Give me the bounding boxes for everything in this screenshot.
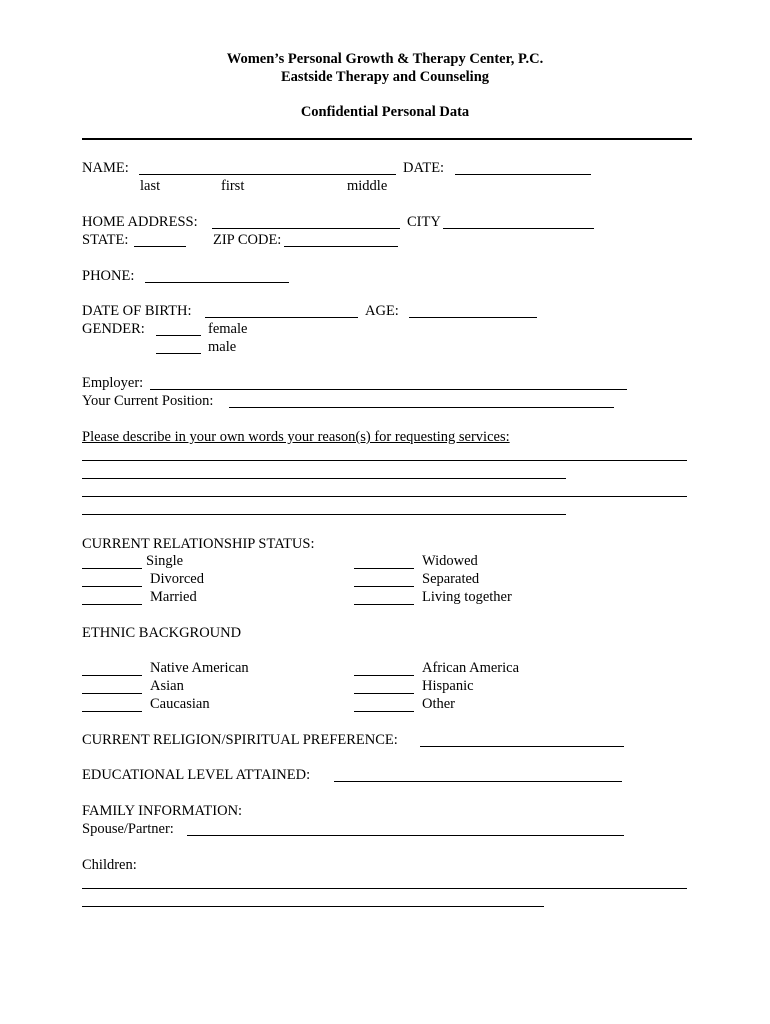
religion-label: CURRENT RELIGION/SPIRITUAL PREFERENCE: [82, 732, 398, 748]
age-label: AGE: [365, 303, 399, 319]
ethnic-african-america-label: African America [422, 660, 520, 676]
reason-line-1[interactable] [82, 460, 687, 461]
reason-line-2[interactable] [82, 478, 566, 479]
spouse-field[interactable] [187, 835, 624, 836]
education-field[interactable] [334, 781, 622, 782]
relationship-widowed-label: Widowed [422, 553, 478, 569]
gender-female-field[interactable] [156, 335, 201, 336]
ethnic-other-label: Other [422, 696, 456, 712]
home-address-field[interactable] [212, 228, 400, 229]
reason-line-3[interactable] [82, 496, 687, 497]
name-sub-last: last [140, 178, 161, 194]
relationship-single-field[interactable] [82, 568, 142, 569]
zip-code-label: ZIP CODE: [213, 232, 282, 248]
relationship-separated-label: Separated [422, 571, 480, 587]
current-position-label: Your Current Position: [82, 393, 214, 409]
relationship-widowed-field[interactable] [354, 568, 414, 569]
date-field[interactable] [455, 174, 591, 175]
header-divider [82, 138, 692, 140]
relationship-married-field[interactable] [82, 604, 142, 605]
relationship-separated-field[interactable] [354, 586, 414, 587]
children-label: Children: [82, 857, 137, 873]
relationship-married-label: Married [150, 589, 197, 605]
name-sub-middle: middle [347, 178, 388, 194]
org-name-line2: Eastside Therapy and Counseling [280, 69, 490, 85]
state-label: STATE: [82, 232, 129, 248]
relationship-living-together-field[interactable] [354, 604, 414, 605]
gender-male-field[interactable] [156, 353, 201, 354]
ethnic-caucasian-field[interactable] [82, 711, 142, 712]
name-sub-first: first [221, 178, 245, 194]
relationship-divorced-field[interactable] [82, 586, 142, 587]
gender-label: GENDER: [82, 321, 145, 337]
education-label: EDUCATIONAL LEVEL ATTAINED: [82, 767, 311, 783]
ethnic-other-field[interactable] [354, 711, 414, 712]
relationship-living-together-label: Living together [422, 589, 512, 605]
relationship-single-label: Single [146, 553, 184, 569]
org-name-line1: Women’s Personal Growth & Therapy Center, P.C. [226, 51, 544, 67]
ethnic-caucasian-label: Caucasian [150, 696, 210, 712]
zip-code-field[interactable] [284, 246, 398, 247]
ethnic-african-america-field[interactable] [354, 675, 414, 676]
gender-male-label: male [208, 339, 237, 355]
current-position-field[interactable] [229, 407, 614, 408]
ethnic-native-american-label: Native American [150, 660, 249, 676]
ethnic-hispanic-field[interactable] [354, 693, 414, 694]
reason-line-4[interactable] [82, 514, 566, 515]
city-field[interactable] [443, 228, 594, 229]
relationship-heading: CURRENT RELATIONSHIP STATUS: [82, 536, 315, 552]
gender-female-label: female [208, 321, 248, 337]
ethnic-native-american-field[interactable] [82, 675, 142, 676]
children-line-1[interactable] [82, 888, 687, 889]
dob-label: DATE OF BIRTH: [82, 303, 192, 319]
date-label: DATE: [403, 160, 445, 176]
name-label: NAME: [82, 160, 129, 176]
reason-prompt: Please describe in your own words your reason(s) for requesting services: [82, 429, 510, 445]
ethnic-heading: ETHNIC BACKGROUND [82, 625, 242, 641]
employer-label: Employer: [82, 375, 144, 391]
family-heading: FAMILY INFORMATION: [82, 803, 243, 819]
spouse-label: Spouse/Partner: [82, 821, 174, 837]
age-field[interactable] [409, 317, 537, 318]
name-field[interactable] [139, 174, 396, 175]
relationship-divorced-label: Divorced [150, 571, 204, 587]
ethnic-asian-field[interactable] [82, 693, 142, 694]
employer-field[interactable] [150, 389, 627, 390]
form-title: Confidential Personal Data [300, 104, 470, 120]
religion-field[interactable] [420, 746, 624, 747]
ethnic-hispanic-label: Hispanic [422, 678, 474, 694]
ethnic-asian-label: Asian [150, 678, 184, 694]
state-field[interactable] [134, 246, 186, 247]
children-line-2[interactable] [82, 906, 544, 907]
phone-label: PHONE: [82, 268, 135, 284]
dob-field[interactable] [205, 317, 358, 318]
city-label: CITY [407, 214, 441, 230]
phone-field[interactable] [145, 282, 289, 283]
home-address-label: HOME ADDRESS: [82, 214, 198, 230]
